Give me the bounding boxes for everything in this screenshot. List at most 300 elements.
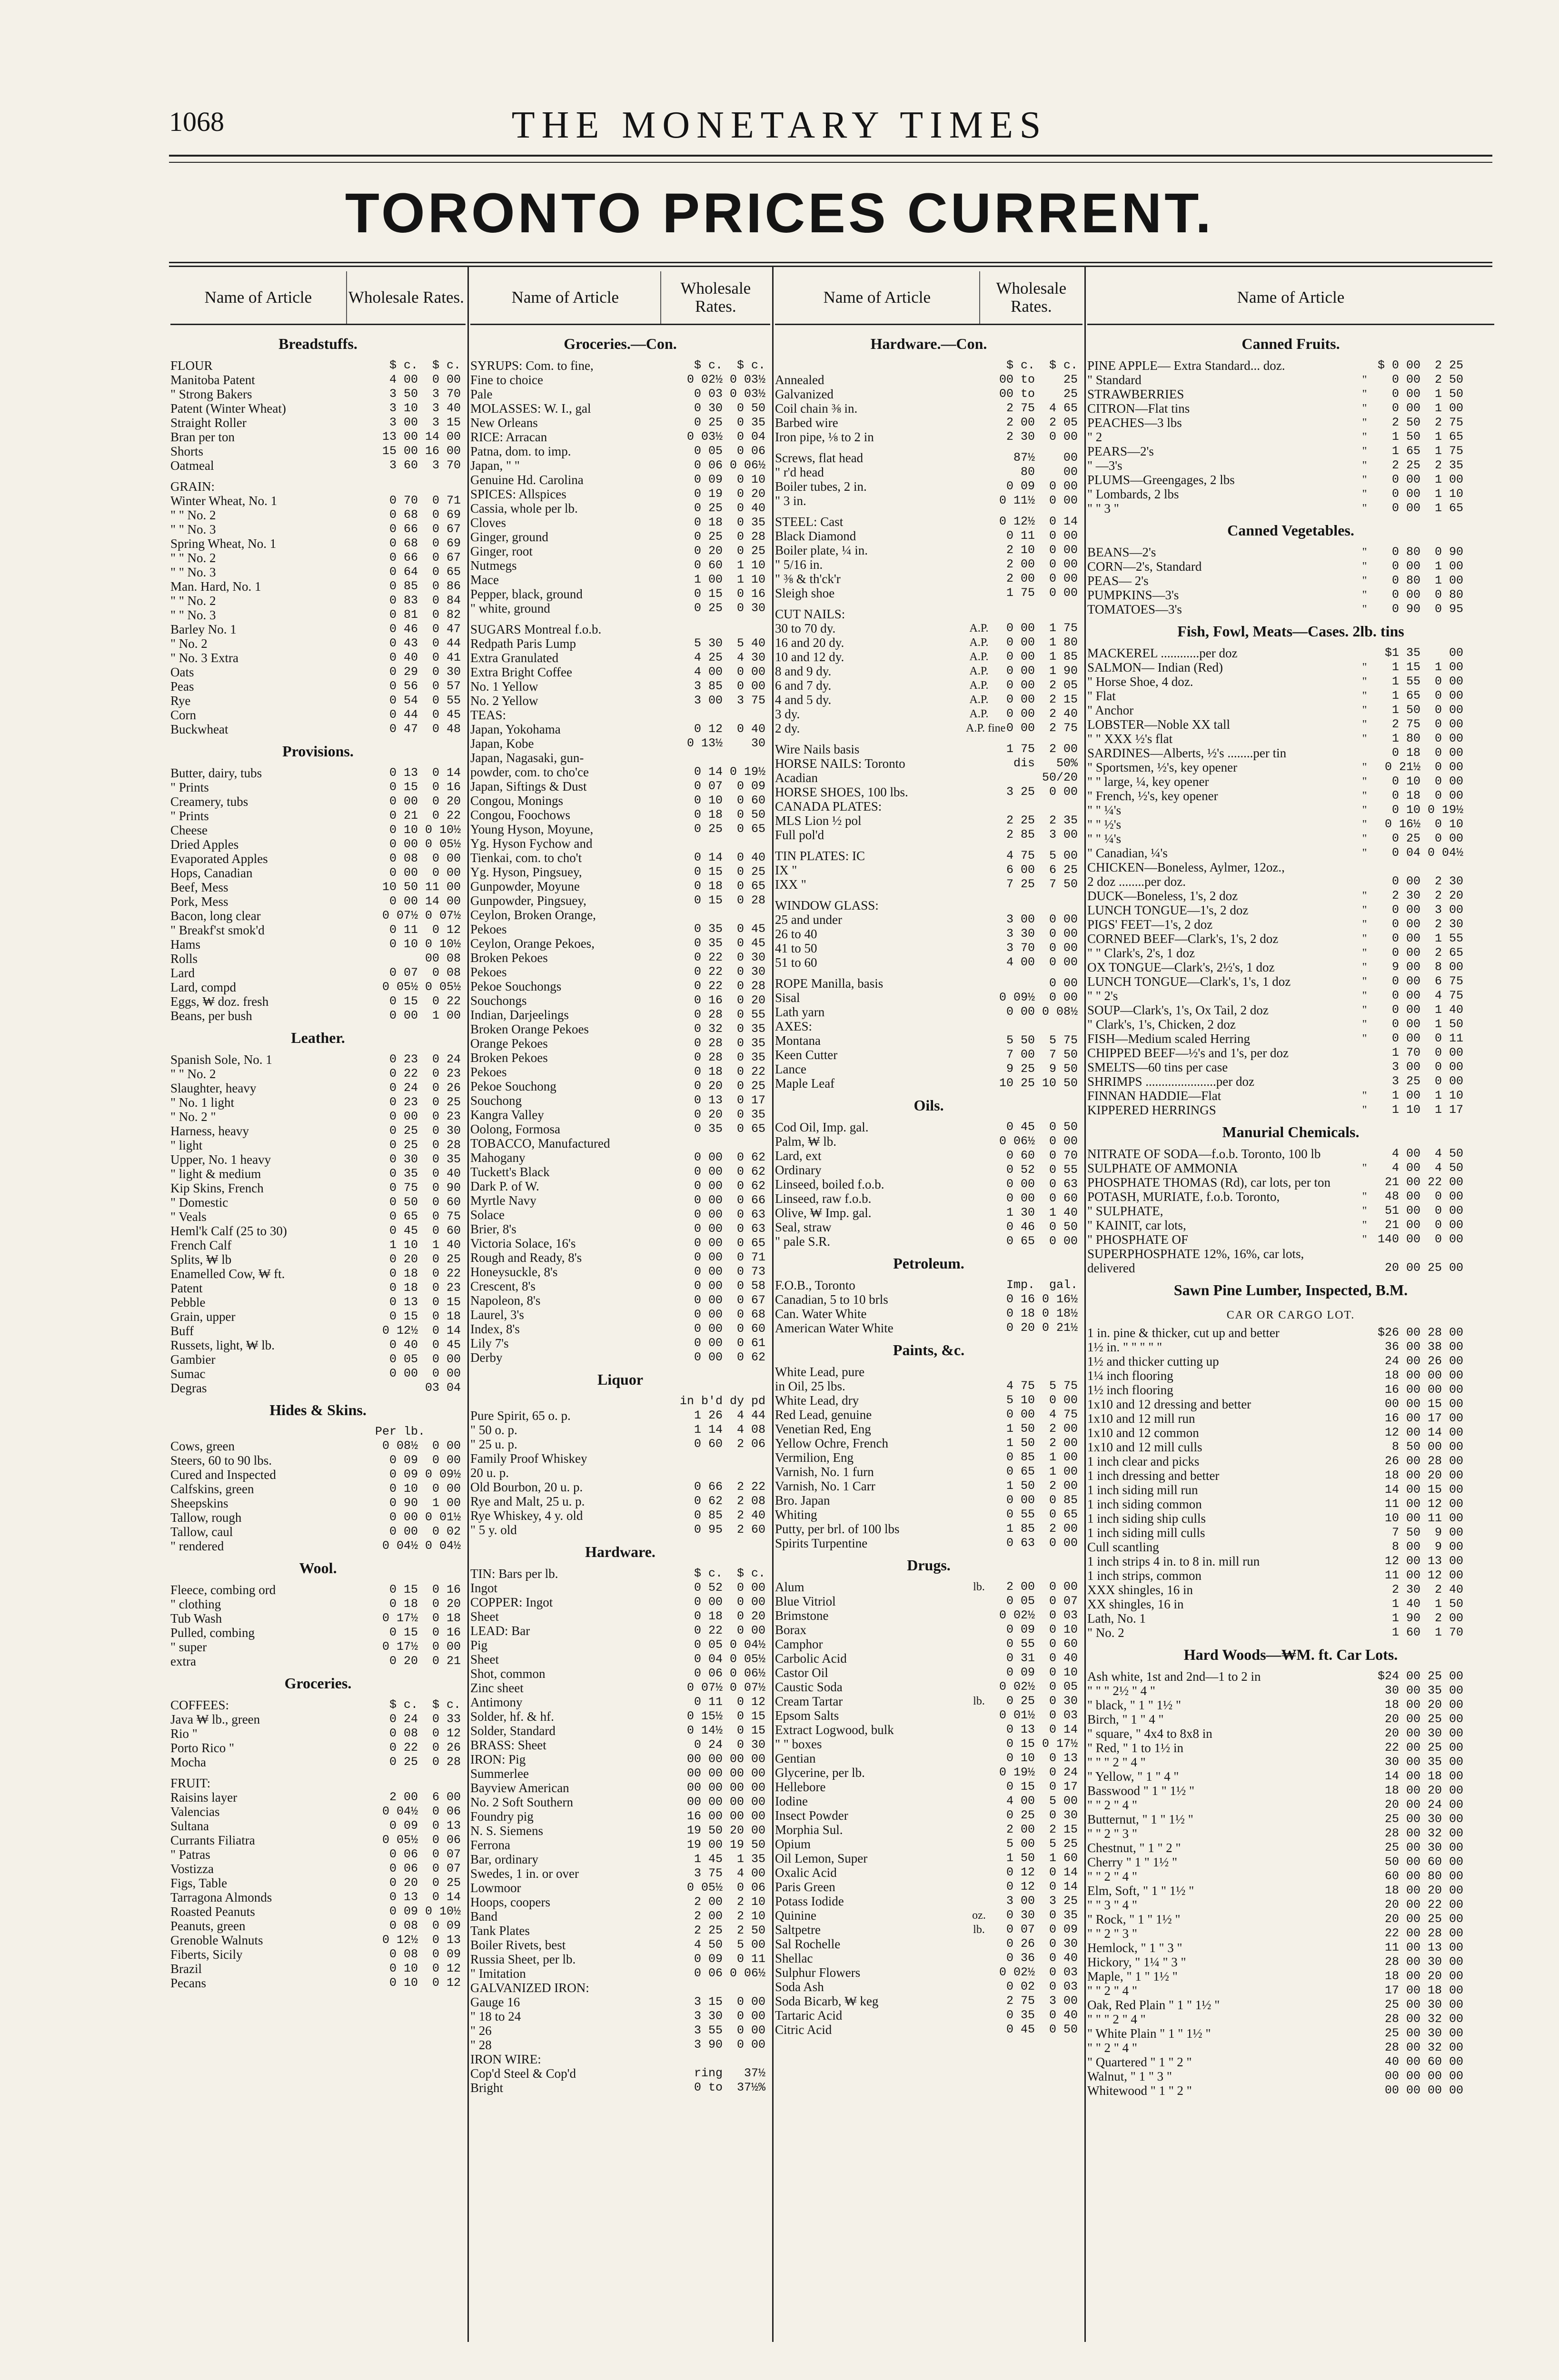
rate-low: 28 00 <box>1384 1955 1420 1969</box>
rate-low: 0 80 <box>1391 574 1420 587</box>
article-name: Cows, green <box>170 1439 235 1453</box>
article-name: PUMPKINS—3's <box>1087 588 1179 602</box>
price-row <box>1087 874 1494 889</box>
rate-low: 13 00 <box>382 430 418 444</box>
price-row <box>170 1138 466 1152</box>
rate-high: 28 00 <box>1427 1454 1463 1468</box>
article-name: SHRIMPS ......................per doz <box>1087 1074 1255 1089</box>
article-name: " No. 2 " <box>170 1110 216 1124</box>
article-name: Buff <box>170 1324 194 1338</box>
rate-low: 0 00 <box>389 1510 418 1524</box>
price-row <box>1087 946 1494 960</box>
price-row <box>170 1933 466 1947</box>
price-row <box>775 451 1082 465</box>
rate-high: 0 00 <box>1434 1046 1463 1060</box>
rate-high: 0 65 <box>736 1122 765 1136</box>
rate-high: 0 00 <box>1049 557 1078 571</box>
article-name: Boiler tubes, 2 in. <box>775 479 867 494</box>
price-row <box>1087 1046 1494 1060</box>
rate-low: 0 18 <box>389 1267 418 1280</box>
article-name: Lance <box>775 1062 806 1076</box>
rate-high: 0 00 <box>736 679 765 693</box>
article-name: Orange Pekoes <box>470 1036 548 1051</box>
rate-low: 0 00 <box>694 1208 723 1221</box>
rate-high: 0 04½ <box>729 1638 765 1652</box>
price-row <box>1087 1684 1494 1698</box>
rate-low: 0 05½ <box>382 980 418 994</box>
price-row <box>170 994 466 1009</box>
rate-high: 0 12 <box>432 1726 461 1740</box>
article-name: Java ₩ lb., green <box>170 1712 260 1726</box>
article-name: TIN: Bars per lb. <box>470 1567 558 1581</box>
article-name: Rye Whiskey, 4 y. old <box>470 1508 583 1523</box>
rate-high: 0 17 <box>1049 1780 1078 1794</box>
rate-high: 1 70 <box>1434 1626 1463 1639</box>
price-row <box>775 1780 1082 1794</box>
rate-low: 0 11 <box>389 923 418 937</box>
article-name: " Clark's, 1's, Chicken, 2 doz <box>1087 1017 1236 1031</box>
article-name: Lard, ext <box>775 1149 822 1163</box>
price-row <box>170 1805 466 1819</box>
price-row <box>470 1724 770 1738</box>
rate-high: 0 06½ <box>729 1966 765 1980</box>
rate-low: $ c. <box>389 1698 418 1712</box>
article-name: " " ¼'s <box>1087 803 1122 817</box>
article-name: Montana <box>775 1033 821 1048</box>
price-row <box>170 1496 466 1510</box>
article-name: GALVANIZED IRON: <box>470 1981 589 1995</box>
rate-low: 26 00 <box>1384 1454 1420 1468</box>
rate-low: 1 26 <box>694 1408 723 1422</box>
rate-high: 5 40 <box>736 636 765 650</box>
article-name: Kip Skins, French <box>170 1181 264 1195</box>
rate-low: 18 00 <box>1384 1368 1420 1382</box>
rate-low: 25 00 <box>1384 2026 1420 2040</box>
price-row <box>470 1695 770 1709</box>
rate-low: 0 00 <box>1006 650 1035 664</box>
rate-high: 5 00 <box>1049 849 1078 863</box>
rate-high: 9 00 <box>1434 1526 1463 1539</box>
article-name: Paris Green <box>775 1880 835 1894</box>
price-row <box>170 1252 466 1267</box>
article-name: Borax <box>775 1623 806 1637</box>
rate-low: 3 90 <box>694 2038 723 2052</box>
article-name: Quinine <box>775 1908 816 1923</box>
rate-low: 0 18 <box>1006 1307 1035 1320</box>
article-name: " 18 to 24 <box>470 2009 521 2023</box>
rate-high: 0 60 <box>736 793 765 807</box>
rate-low: 1 50 <box>1006 1422 1035 1436</box>
rate-high: 0 20 <box>736 487 765 501</box>
price-row <box>470 1781 770 1795</box>
price-row <box>170 1776 466 1790</box>
rate-high: 0 08 <box>432 966 461 980</box>
rate-low: 0 06 <box>694 1666 723 1680</box>
rate-low: 0 19½ <box>999 1765 1035 1779</box>
rate-low: 16 00 <box>1384 1411 1420 1425</box>
rate-high: 0 17 <box>736 1093 765 1107</box>
price-row <box>775 650 1082 664</box>
rate-high <box>723 751 765 765</box>
rate-low: 0 08 <box>389 852 418 865</box>
article-name: Japan, " " <box>470 458 520 473</box>
rate-low: 0 46 <box>1006 1220 1035 1234</box>
article-name: LUNCH TONGUE—Clark's, 1's, 1 doz <box>1087 974 1291 989</box>
rate-low: 0 12½ <box>382 1324 418 1338</box>
article-name: Pekoe Souchongs <box>470 979 562 993</box>
price-row <box>775 358 1082 373</box>
price-row <box>470 1250 770 1265</box>
article-name: " pale S.R. <box>775 1234 831 1249</box>
rate-low: 0 25 <box>389 1138 418 1152</box>
rate-low: 0 28 <box>694 1051 723 1064</box>
price-row <box>170 952 466 966</box>
rate-low: 2 00 <box>694 1895 723 1909</box>
rate-high: 30 00 <box>1427 1726 1463 1740</box>
article-name: Pepper, black, ground <box>470 587 583 601</box>
rate-low: 1 65 <box>1391 689 1420 703</box>
unit: " <box>1362 445 1367 457</box>
rate-high: 22 00 <box>1427 1898 1463 1912</box>
rate-low: 1 50 <box>1391 430 1420 444</box>
article-name: HORSE NAILS: Toronto <box>775 756 905 771</box>
rate-low: 0 10 <box>1006 1751 1035 1765</box>
unit: " <box>1362 975 1367 988</box>
rate-high <box>723 1466 765 1480</box>
rate-low: 0 35 <box>694 936 723 950</box>
rate-low: 0 30 <box>694 401 723 415</box>
rate-high: 2 10 <box>736 1909 765 1923</box>
rate-low: Per lb. <box>375 1425 426 1438</box>
rate-high: 1 40 <box>1434 1003 1463 1017</box>
rate-low: 00 00 <box>686 1766 723 1780</box>
rate-low: 0 00 <box>389 1525 418 1538</box>
price-row <box>470 1308 770 1322</box>
price-row <box>1087 1147 1494 1161</box>
rate-high: 0 66 <box>736 1193 765 1207</box>
rate-high: 1 50 <box>1434 387 1463 401</box>
rate-low: 0 02½ <box>999 1680 1035 1694</box>
price-row <box>775 494 1082 508</box>
price-row <box>1087 416 1494 430</box>
article-name: Ordinary <box>775 1163 822 1177</box>
price-row <box>1087 903 1494 917</box>
rate-high: 0 30 <box>1049 1808 1078 1822</box>
rate-low: 0 07½ <box>382 909 418 922</box>
price-row <box>170 1947 466 1962</box>
price-row <box>775 1865 1082 1880</box>
price-row <box>1087 1468 1494 1483</box>
article-name: CANADA PLATES: <box>775 799 882 813</box>
price-row <box>1087 1926 1494 1941</box>
rate-high: 0 40 <box>736 851 765 864</box>
price-row <box>470 1437 770 1451</box>
rate-low: 0 18 <box>694 808 723 822</box>
price-row <box>170 1439 466 1453</box>
rate-high: 0 40 <box>1049 2008 1078 2022</box>
rate-low <box>680 908 723 922</box>
rate-low: 0 12½ <box>382 1933 418 1947</box>
rate-low: $26 00 <box>1378 1326 1421 1339</box>
article-name: Oolong, Formosa <box>470 1122 560 1136</box>
rate-high: 0 65 <box>1049 1507 1078 1521</box>
rate-low: 0 00 <box>1006 1005 1035 1019</box>
rate-low: 0 00 <box>1391 874 1420 888</box>
rate-high: 0 00 <box>1434 674 1463 688</box>
article-name: 1 inch siding mill culls <box>1087 1526 1205 1540</box>
rate-high: 1 40 <box>1049 1206 1078 1220</box>
rate-high: 13 00 <box>1427 1941 1463 1954</box>
rate-low: 0 68 <box>389 536 418 550</box>
article-name: Harness, heavy <box>170 1124 249 1138</box>
rate-low: 0 00 <box>1006 1493 1035 1507</box>
page-header <box>0 95 1559 152</box>
rate-low: 0 46 <box>389 622 418 636</box>
price-row <box>1087 1190 1494 1204</box>
article-name: Vermilion, Eng <box>775 1450 854 1465</box>
article-name: Citric Acid <box>775 2023 832 2037</box>
rate-high: 0 57 <box>432 679 461 693</box>
article-name: Acadian <box>775 771 818 785</box>
article-name: Tienkai, com. to cho't <box>470 851 582 865</box>
article-name: Lowmoor <box>470 1881 521 1895</box>
rate-low: 2 00 <box>1006 1823 1035 1836</box>
rate-high: 0 00 <box>1049 1580 1078 1594</box>
price-row <box>470 2009 770 2023</box>
rate-low: 4 00 <box>1006 955 1035 969</box>
article-name: Pekoes <box>470 1065 507 1079</box>
rate-low: 1 14 <box>694 1423 723 1437</box>
rate-high: 0 16 <box>432 1583 461 1597</box>
article-name: Blue Vitriol <box>775 1594 836 1608</box>
article-name: PEARS—2's <box>1087 444 1154 458</box>
rate-low: 0 18 <box>694 1065 723 1079</box>
rate-low: 0 00 <box>1391 1003 1420 1017</box>
article-name: " White Plain " 1 " 1½ " <box>1087 2026 1211 2041</box>
rate-low: 25 00 <box>1384 1841 1420 1854</box>
article-name: French Calf <box>170 1238 232 1252</box>
article-name: Souchongs <box>470 993 527 1008</box>
article-name: Broken Pekoes <box>470 951 548 965</box>
rate-low: 6 00 <box>1006 863 1035 877</box>
rate-low: 0 05 <box>1006 1594 1035 1608</box>
rate-high: 0 00 <box>1049 927 1078 941</box>
price-row <box>170 1367 466 1381</box>
rate-low: 0 02½ <box>999 1608 1035 1622</box>
rate-high: 0 50 <box>1049 1120 1078 1134</box>
rates-header: Wholesale Rates. <box>660 271 770 324</box>
price-row <box>1087 789 1494 803</box>
price-row <box>775 1694 1082 1708</box>
page-number: 1068 <box>169 106 224 137</box>
article-name: 10 and 12 dy. <box>775 650 844 664</box>
rate-high: 1 00 <box>1434 473 1463 486</box>
rate-low: 0 85 <box>694 1508 723 1522</box>
unit: " <box>1362 704 1367 716</box>
section-heading: Hides & Skins. <box>269 1401 367 1418</box>
price-row <box>775 1149 1082 1163</box>
rate-low: 0 05 <box>694 444 723 458</box>
price-row <box>1087 1855 1494 1869</box>
price-row <box>1087 1031 1494 1046</box>
rate-high <box>1035 898 1078 912</box>
article-name: Oil Lemon, Super <box>775 1851 868 1865</box>
article-name: Crescent, 8's <box>470 1279 536 1293</box>
rate-low: 0 90 <box>389 1496 418 1510</box>
section-heading: Wool. <box>299 1559 337 1577</box>
price-row <box>470 951 770 965</box>
rate-high: 26 00 <box>1427 1354 1463 1368</box>
section-heading: Groceries.—Con. <box>564 335 677 352</box>
rate-low: Imp. <box>1006 1278 1035 1292</box>
price-row <box>1087 1383 1494 1397</box>
rate-low: 4 00 <box>389 373 418 387</box>
price-row <box>470 1322 770 1336</box>
rate-low: 0 00 <box>694 1322 723 1336</box>
rate-high: 25 00 <box>1427 1912 1463 1926</box>
rate-low: 0 13 <box>389 1295 418 1309</box>
rate-low: 0 00 <box>694 1350 723 1364</box>
rate-high: 2 06 <box>736 1437 765 1451</box>
rate-high: 0 50 <box>1049 1220 1078 1234</box>
rate-high: 0 00 <box>736 665 765 679</box>
rate-high: 4 44 <box>736 1408 765 1422</box>
article-name: powder, com. to cho'ce <box>470 765 589 779</box>
rate-low: 0 00 <box>1006 1191 1035 1205</box>
article-name: Fine to choice <box>470 373 543 387</box>
rate-high <box>418 479 461 494</box>
rate-high: 18 00 <box>1427 1769 1463 1783</box>
rate-high: 0 05 <box>1049 1680 1078 1694</box>
rate-low: 1 50 <box>1006 1851 1035 1865</box>
article-name: Genuine Hd. Carolina <box>470 473 584 487</box>
price-row <box>470 751 770 765</box>
price-row <box>170 1009 466 1023</box>
rate-low: 0 15½ <box>686 1709 723 1723</box>
article-name: Bayview American <box>470 1781 569 1795</box>
rate-high: 0 17½ <box>1042 1737 1078 1751</box>
rate-low <box>680 2052 723 2066</box>
rate-low <box>992 898 1035 912</box>
article-name: Cod Oil, Imp. gal. <box>775 1120 869 1134</box>
price-row <box>775 543 1082 557</box>
rate-high <box>1035 1365 1078 1379</box>
price-row <box>1087 1540 1494 1554</box>
rate-high: 5 75 <box>1049 1033 1078 1047</box>
article-name: FLOUR <box>170 358 213 373</box>
rate-high: 0 60 <box>736 1322 765 1336</box>
price-row <box>470 993 770 1008</box>
price-row <box>775 1019 1082 1033</box>
article-name: Solace <box>470 1208 505 1222</box>
price-row <box>470 1065 770 1079</box>
article-name: MACKEREL ............per doz <box>1087 646 1238 660</box>
article-name: FINNAN HADDIE—Flat <box>1087 1089 1221 1103</box>
price-row <box>775 976 1082 991</box>
article-name: STEEL: Cast <box>775 515 844 529</box>
section-heading: Groceries. <box>284 1675 352 1692</box>
price-row <box>775 2023 1082 2037</box>
price-row <box>170 665 466 679</box>
price-row <box>1087 1955 1494 1969</box>
rate-low: 0 10 <box>694 793 723 807</box>
rate-high: 18 00 <box>1427 1983 1463 1997</box>
rate-low: 4 00 <box>1391 1161 1420 1175</box>
unit: " <box>1362 733 1367 745</box>
article-name: Epsom Salts <box>775 1708 839 1723</box>
rate-high: 0 11 <box>736 1952 765 1966</box>
price-row <box>1087 1583 1494 1597</box>
price-row <box>1087 1669 1494 1684</box>
price-row <box>775 1880 1082 1894</box>
price-row <box>1087 1626 1494 1640</box>
rate-high: 0 22 <box>432 994 461 1008</box>
price-row <box>470 1709 770 1724</box>
price-row <box>470 1293 770 1308</box>
price-row <box>470 458 770 473</box>
price-row <box>775 771 1082 785</box>
rate-high: 0 12 <box>432 923 461 937</box>
article-name: Tartaric Acid <box>775 2008 843 2023</box>
rate-low: 2 00 <box>694 1909 723 1923</box>
rate-high: 00 08 <box>425 952 461 965</box>
price-row <box>170 416 466 430</box>
price-row <box>470 601 770 615</box>
price-row <box>170 494 466 508</box>
rate-low: 0 55 <box>1006 1507 1035 1521</box>
rate-high: 0 06 <box>736 1881 765 1894</box>
price-row <box>775 707 1082 721</box>
price-row <box>775 1908 1082 1923</box>
article-name: " square, " 4x4 to 8x8 in <box>1087 1726 1212 1741</box>
rate-low: 00 00 <box>1384 1397 1420 1411</box>
price-row <box>470 358 770 373</box>
article-name: Peanuts, green <box>170 1919 246 1933</box>
rate-low: 0 65 <box>1006 1234 1035 1248</box>
unit: " <box>1362 388 1367 400</box>
rate-high: 17 00 <box>1427 1411 1463 1425</box>
price-row <box>470 2023 770 2038</box>
price-row <box>775 529 1082 543</box>
article-name: Grenoble Walnuts <box>170 1933 263 1947</box>
article-name: Hams <box>170 937 200 952</box>
price-row <box>470 1079 770 1093</box>
price-row <box>470 1122 770 1136</box>
rate-high: 0 35 <box>736 1051 765 1064</box>
article-name: Young Hyson, Moyune, <box>470 822 594 836</box>
price-row <box>170 1833 466 1847</box>
rate-high: 0 70 <box>1049 1149 1078 1162</box>
article-name: XXX shingles, 16 in <box>1087 1583 1193 1597</box>
rate-low: 30 00 <box>1384 1755 1420 1769</box>
rate-low: 0 07 <box>694 779 723 793</box>
article-name: GRAIN: <box>170 479 215 494</box>
rate-low: 2 75 <box>1006 1994 1035 2008</box>
article-name: " " ½'s <box>1087 817 1122 832</box>
unit: " <box>1362 990 1367 1002</box>
article-name: Enamelled Cow, ₩ ft. <box>170 1267 285 1281</box>
price-row <box>1087 1726 1494 1741</box>
unit: " <box>1362 1090 1367 1102</box>
rate-high: 20 00 <box>1427 1468 1463 1482</box>
rate-high: 0 07 <box>1049 1594 1078 1608</box>
article-name: BEANS—2's <box>1087 545 1156 559</box>
price-row <box>470 1051 770 1065</box>
article-name: 1½ in. " " " " " <box>1087 1340 1162 1354</box>
rate-high: 0 90 <box>432 1181 461 1195</box>
price-row <box>1087 1755 1494 1769</box>
rate-high: 0 00 <box>432 1482 461 1496</box>
